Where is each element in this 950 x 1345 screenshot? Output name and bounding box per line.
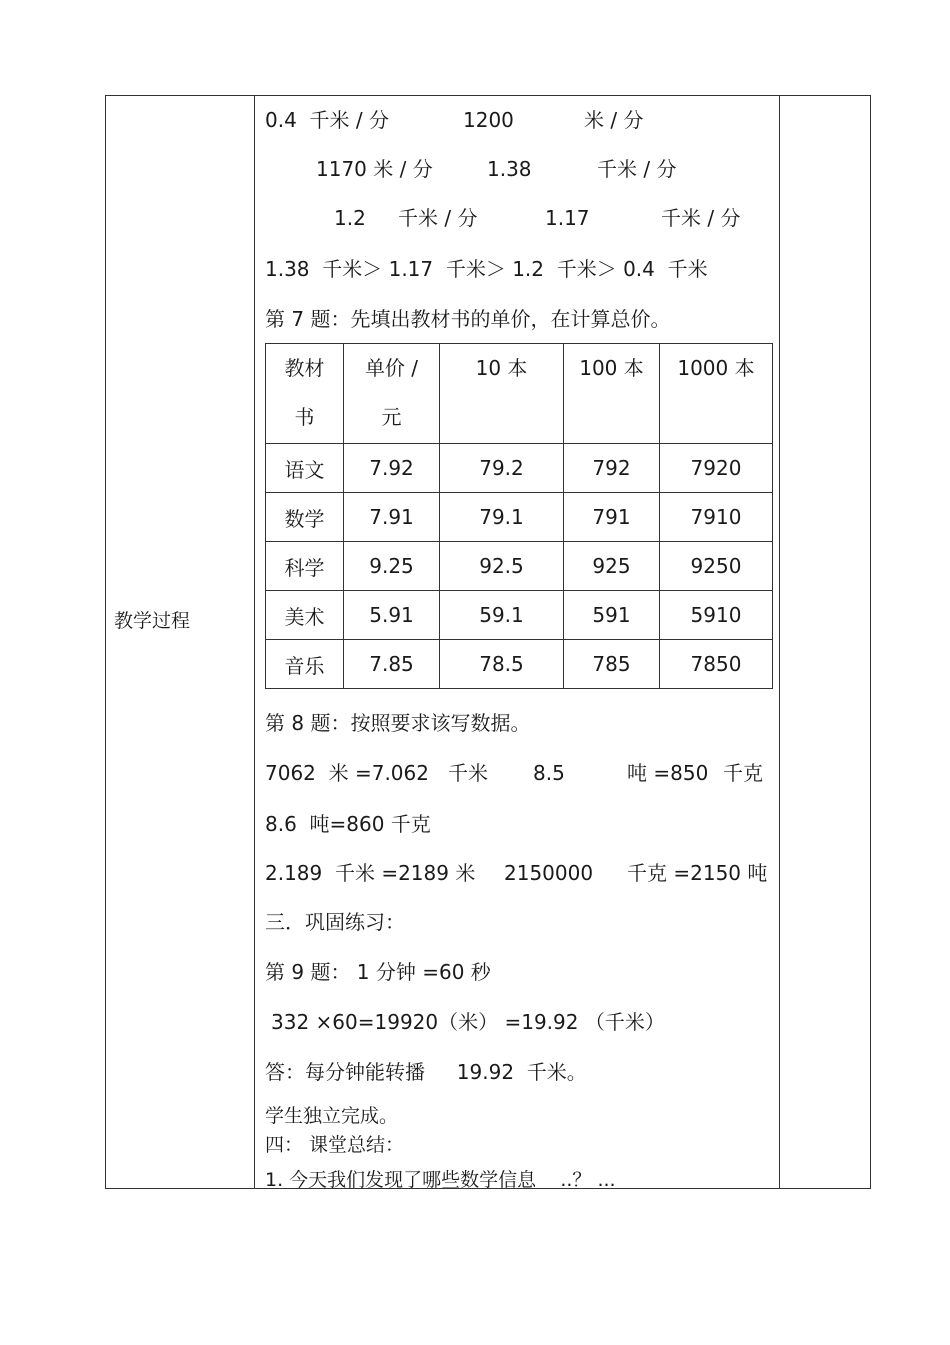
table-cell: 7.85 <box>344 640 440 689</box>
lesson-table-frame <box>105 95 871 1189</box>
table-cell: 7.91 <box>344 493 440 542</box>
table-cell: 7920 <box>660 444 773 493</box>
header-book-line1: 教材 <box>284 356 325 380</box>
header-unit-price-line1: 单价 / <box>364 356 419 380</box>
header-100-label: 100 本 <box>579 356 644 380</box>
table-cell: 79.2 <box>440 444 564 493</box>
independent-note: 学生独立完成。 <box>265 1105 399 1127</box>
table-cell: 数学 <box>266 493 344 542</box>
header-100 <box>564 344 660 444</box>
table-row <box>266 493 773 542</box>
table-cell: 79.1 <box>440 493 564 542</box>
convert-1e: 千克 <box>723 761 763 785</box>
table-cell: 92.5 <box>440 542 564 591</box>
speed-line-1a: 0.4 千米 / 分 <box>265 108 389 132</box>
summary-item-1: 1. 今天我们发现了哪些数学信息 ..？ ... <box>265 1169 616 1191</box>
table-row <box>266 591 773 640</box>
header-10-label: 10 本 <box>475 356 528 380</box>
section-3-heading: 三．巩固练习： <box>265 910 405 934</box>
speed-line-3a: 1.2 <box>334 206 366 230</box>
table-cell: 925 <box>564 542 660 591</box>
table-cell: 9.25 <box>344 542 440 591</box>
convert-1b: 千米 <box>448 761 488 785</box>
header-book-line2: 书 <box>294 405 315 429</box>
convert-3b: 2150000 <box>504 861 594 885</box>
table-cell: 5910 <box>660 591 773 640</box>
textbook-price-table <box>265 343 773 689</box>
speed-line-1c: 米 / 分 <box>584 108 644 132</box>
table-cell: 785 <box>564 640 660 689</box>
convert-2: 8.6 吨=860 千克 <box>265 812 431 836</box>
table-cell: 591 <box>564 591 660 640</box>
speed-line-1b: 1200 <box>463 108 514 132</box>
header-unit-price-line2: 元 <box>381 405 402 429</box>
table-row <box>266 444 773 493</box>
speed-line-3c: 1.17 <box>545 206 590 230</box>
header-1000 <box>660 344 773 444</box>
speed-line-3d: 千米 / 分 <box>661 206 741 230</box>
header-unit-price <box>344 344 440 444</box>
table-row <box>266 542 773 591</box>
table-cell: 7910 <box>660 493 773 542</box>
header-10 <box>440 344 564 444</box>
convert-3a: 2.189 千米 =2189 米 <box>265 861 476 885</box>
table-cell: 59.1 <box>440 591 564 640</box>
table-cell: 美术 <box>266 591 344 640</box>
table-cell: 音乐 <box>266 640 344 689</box>
header-1000-label: 1000 本 <box>677 356 755 380</box>
question-8: 第 8 题：按照要求该写数据。 <box>265 711 531 735</box>
question-9: 第 9 题： 1 分钟 =60 秒 <box>265 960 491 984</box>
convert-1a: 7062 米 =7.062 <box>265 761 429 785</box>
table-cell: 7.92 <box>344 444 440 493</box>
convert-1c: 8.5 <box>533 761 565 785</box>
convert-1d: 吨 =850 <box>627 761 709 785</box>
speed-line-3b: 千米 / 分 <box>398 206 478 230</box>
table-cell: 792 <box>564 444 660 493</box>
question-7: 第 7 题：先填出教材书的单价，在计算总价。 <box>265 307 671 331</box>
calculation-line: 332 ×60=19920（米） =19.92 （千米） <box>271 1010 665 1034</box>
table-cell: 9250 <box>660 542 773 591</box>
section-4-heading: 四： 课堂总结： <box>265 1134 405 1156</box>
table-cell: 科学 <box>266 542 344 591</box>
table-cell: 7850 <box>660 640 773 689</box>
table-cell: 语文 <box>266 444 344 493</box>
table-row <box>266 640 773 689</box>
header-book <box>266 344 344 444</box>
table-cell: 791 <box>564 493 660 542</box>
speed-line-2a: 1170 米 / 分 <box>316 157 433 181</box>
convert-3c: 千克 =2150 吨 <box>627 861 768 885</box>
table-header-row <box>266 344 773 444</box>
row-label: 教学过程 <box>114 610 191 632</box>
table-cell: 78.5 <box>440 640 564 689</box>
table-cell: 5.91 <box>344 591 440 640</box>
speed-line-2c: 千米 / 分 <box>597 157 677 181</box>
column-divider-left <box>254 96 255 1188</box>
column-divider-right <box>779 96 780 1188</box>
speed-comparison: 1.38 千米＞ 1.17 千米＞ 1.2 千米＞ 0.4 千米 <box>265 257 708 281</box>
answer-line: 答：每分钟能转播 19.92 千米。 <box>265 1060 587 1084</box>
speed-line-2b: 1.38 <box>487 157 532 181</box>
